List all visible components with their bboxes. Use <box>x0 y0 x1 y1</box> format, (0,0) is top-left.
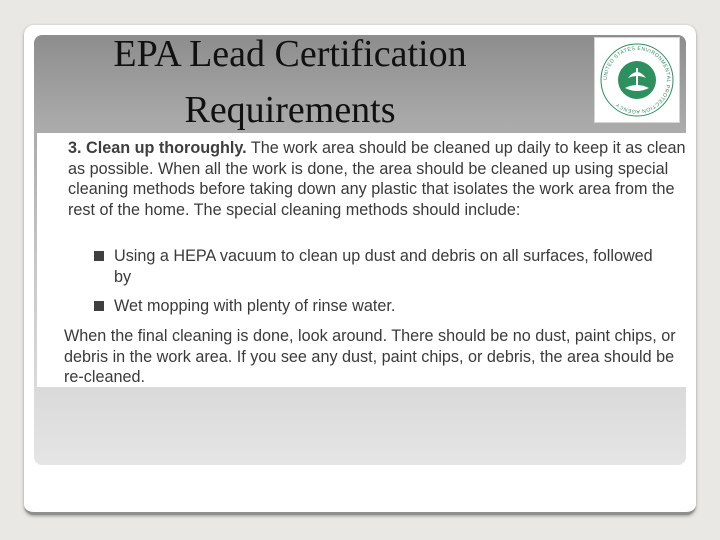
bullet-text: Wet mopping with plenty of rinse water. <box>114 297 396 315</box>
epa-logo <box>594 37 680 123</box>
square-bullet-icon <box>94 251 104 261</box>
closing-paragraph: When the final cleaning is done, look around. There should be no dust, paint chips, or debris in the work area. If you see any dust, paint chips, or debris, the area should be re-cleaned. <box>64 327 676 387</box>
cleanup-step <box>68 138 688 220</box>
epa-seal-ring-text: UNITED STATES ENVIRONMENTAL PROTECTION AGENCY <box>602 45 672 115</box>
slide-title-line-2: Requirements <box>184 89 396 131</box>
slide-title-line-1: EPA Lead Certification <box>113 33 467 75</box>
instruction-panel <box>37 133 696 387</box>
step-heading: Clean up thoroughly. <box>86 139 247 157</box>
square-bullet-icon <box>94 301 104 311</box>
epa-seal-icon <box>595 38 679 122</box>
list-item <box>94 246 654 287</box>
step-body: The work area should be cleaned up daily to keep it as clean as possible. When all the work is done, the area should be cleaned up using special cleaning methods before taking down any plastic that isolates the work area from the rest of the home. The special cleaning methods should include: <box>68 139 686 219</box>
list-item <box>94 296 654 317</box>
slide-title <box>40 26 540 138</box>
step-number: 3. <box>68 139 82 157</box>
bullet-text: Using a HEPA vacuum to clean up dust and debris on all surfaces, followed by <box>114 247 653 286</box>
